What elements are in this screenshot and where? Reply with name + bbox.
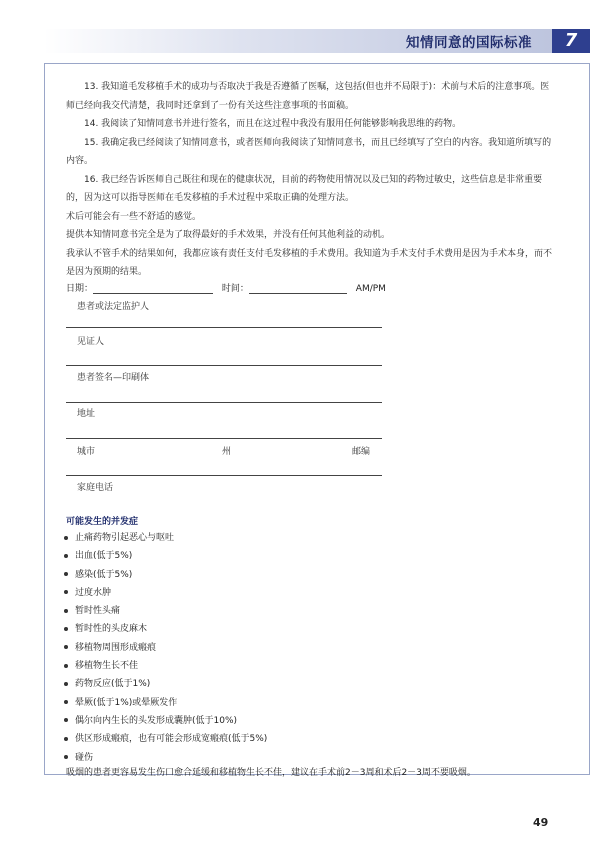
address-label: 地址 (77, 409, 96, 419)
list-item: 移植物生长不佳 (64, 657, 267, 675)
consent-text (66, 78, 556, 282)
list-item: 暂时性的头皮麻木 (64, 620, 267, 638)
time-label: 时间： (221, 284, 249, 294)
motive-line: 提供本知情同意书完全是为了取得最好的手术效果，并没有任何其他利益的动机。 (66, 230, 391, 240)
list-item: 过度水肿 (64, 584, 267, 602)
bullet-icon (64, 755, 68, 759)
smoking-note: 吸烟的患者更容易发生伤口愈合延缓和移植物生长不佳，建议在手术前2－3周和术后2－3周不要吸烟。 (66, 768, 476, 778)
list-item: 移植物周围形成瘢痕 (64, 639, 267, 657)
list-item: 晕厥(低于1%)或晕厥发作 (64, 694, 267, 712)
bullet-icon (64, 609, 68, 613)
address-line[interactable] (66, 438, 382, 439)
bullet-icon (64, 682, 68, 686)
phone-label: 家庭电话 (77, 483, 114, 493)
ampm-label: AM/PM (355, 284, 386, 294)
list-item: 碰伤 (64, 749, 267, 767)
date-time-row (66, 281, 386, 294)
paragraph-13: 13. 我知道毛发移植手术的成功与否取决于我是否遵循了医嘱，这包括(但也并不局限于)：术前与术后的注意事项。医师已经向我交代清楚，我同时还拿到了一份有关这些注意事项的书面稿。 (66, 82, 550, 111)
list-item: 供区形成瘢痕，也有可能会形成宽瘢痕(低于5%) (64, 730, 267, 748)
bullet-icon (64, 590, 68, 594)
bullet-icon (64, 627, 68, 631)
bullet-icon (64, 645, 68, 649)
list-item: 出血(低于5%) (64, 547, 267, 565)
city-state-zip-line[interactable] (66, 475, 382, 476)
paragraph-15: 15. 我确定我已经阅读了知情同意书，或者医师向我阅读了知情同意书，而且已经填写了空白的内容。我知道所填写的内容。 (66, 137, 552, 166)
date-field[interactable] (93, 283, 213, 294)
bullet-icon (64, 664, 68, 668)
print-name-label: 患者签名—印刷体 (77, 373, 150, 383)
complications-list (64, 529, 267, 767)
bullet-icon (64, 718, 68, 722)
print-name-line[interactable] (66, 402, 382, 403)
bullet-icon (64, 700, 68, 704)
page-number: 49 (533, 816, 549, 829)
list-item: 止痛药物引起恶心与呕吐 (64, 529, 267, 547)
witness-signature-line[interactable] (66, 365, 382, 366)
payment-line: 我承认不管手术的结果如何，我都应该有责任支付毛发移植的手术费用。我知道为手术支付手术费用是因为手术本身，而不是因为预期的结果。 (66, 248, 553, 277)
bullet-icon (64, 554, 68, 558)
complications-title: 可能发生的并发症 (66, 517, 139, 527)
page-header (44, 29, 590, 53)
guardian-label: 患者或法定监护人 (77, 302, 150, 312)
list-item: 药物反应(低于1%) (64, 675, 267, 693)
time-field[interactable] (249, 283, 347, 294)
chapter-number: 7 (552, 29, 590, 53)
list-item: 感染(低于5%) (64, 566, 267, 584)
guardian-signature-line[interactable] (66, 327, 382, 328)
list-item: 偶尔向内生长的头发形成囊肿(低于10%) (64, 712, 267, 730)
state-label: 州 (222, 447, 232, 457)
witness-label: 见证人 (77, 337, 105, 347)
bullet-icon (64, 737, 68, 741)
date-label: 日期： (66, 284, 94, 294)
zip-label: 邮编 (352, 447, 371, 457)
header-title: 知情同意的国际标准 (406, 35, 532, 51)
bullet-icon (64, 572, 68, 576)
paragraph-14: 14. 我阅读了知情同意书并进行签名，而且在这过程中我没有服用任何能够影响我思维的药物。 (84, 119, 462, 129)
city-label: 城市 (77, 447, 96, 457)
list-item: 暂时性头痛 (64, 602, 267, 620)
paragraph-16: 16. 我已经告诉医师自己既往和现在的健康状况，目前的药物使用情况以及已知的药物过敏史，这些信息是非常重要的，因为这可以指导医师在毛发移植的手术过程中采取正确的处理方法。 (66, 174, 543, 203)
bullet-icon (64, 536, 68, 540)
discomfort-line: 术后可能会有一些不舒适的感觉。 (66, 211, 202, 222)
